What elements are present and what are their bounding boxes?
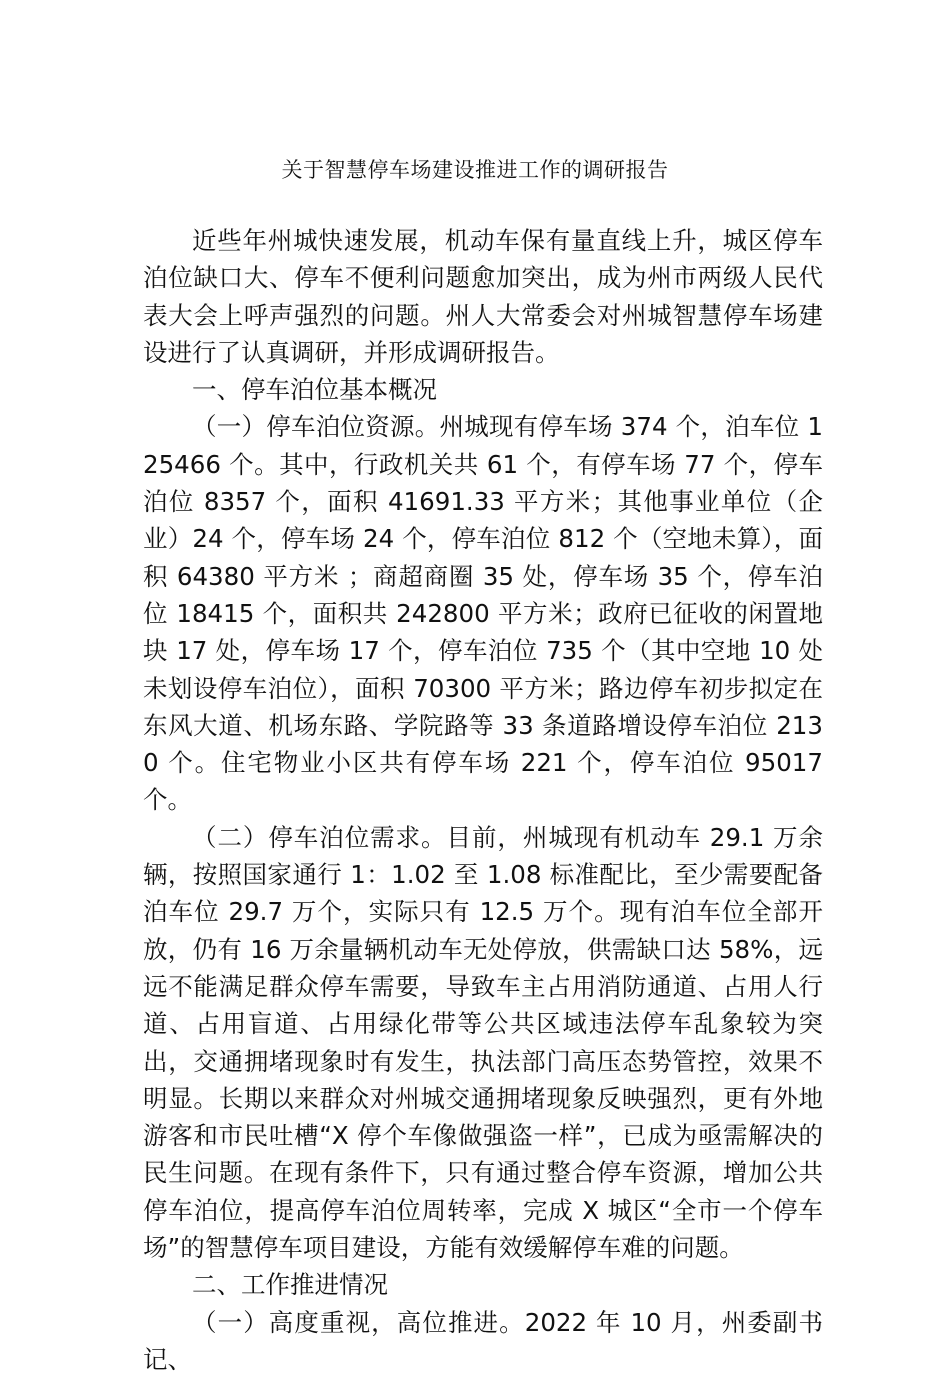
intro-paragraph: 近些年州城快速发展，机动车保有量直线上升，城区停车泊位缺口大、停车不便利问题愈加突出，成为州市两级人民代表大会上呼声强烈的问题。州人大常委会对州城智慧停车场建设进行了认真调研，并形成调研报告。	[143, 226, 823, 367]
section-1-heading: 一、停车泊位基本概况	[192, 375, 437, 405]
section-2-heading: 二、工作推进情况	[192, 1270, 388, 1300]
document-title: 关于智慧停车场建设推进工作的调研报告	[281, 158, 669, 182]
section-1-paragraph-2: （二）停车泊位需求。目前，州城现有机动车 29.1 万余辆，按照国家通行 1：1.02 至 1.08 标准配比，至少需要配备泊车位 29.7 万个，实际只有 12.5 万个。现有泊车位全部开放，仍有 16 万余量辆机动车无处停放，供需缺口达 58%，远远不能满足群众停车需要，导致车主占用消防通道、占用人行道、占用盲道、占用绿化带等公共区域违法停车乱象较为突出，交通拥堵现象时有发生，执法部门高压态势管控，效果不明显。长期以来群众对州城交通拥堵现象反映强烈，更有外地游客和市民吐槽“X 停个车像做强盗一样”，已成为亟需解决的民生问题。在现有条件下，只有通过整合停车资源，增加公共停车泊位，提高停车泊位周转率，完成 X 城区“全市一个停车场”的智慧停车项目建设，方能有效缓解停车难的问题。	[143, 822, 823, 1263]
section-2-paragraph-1: （一）高度重视，高位推进。2022 年 10 月，州委副书记、	[143, 1307, 823, 1374]
section-1-paragraph-1: （一）停车泊位资源。州城现有停车场 374 个，泊车位 125466 个。其中，行政机关共 61 个，有停车场 77 个，停车泊位 8357 个，面积 41691.33 平方米；其他事业单位（企业）24 个，停车场 24 个，停车泊位 812 个（空地未算），面积 64380 平方米 ；商超商圈 35 处，停车场 35 个，停车泊位 18415 个，面积共 242800 平方米；政府已征收的闲置地块 17 处，停车场 17 个，停车泊位 735 个（其中空地 10 处未划设停车泊位），面积 70300 平方米；路边停车初步拟定在东风大道、机场东路、学院路等 33 条道路增设停车泊位 2130 个。住宅物业小区共有停车场 221 个，停车泊位 95017 个。	[143, 412, 823, 815]
document-body	[143, 222, 823, 1378]
